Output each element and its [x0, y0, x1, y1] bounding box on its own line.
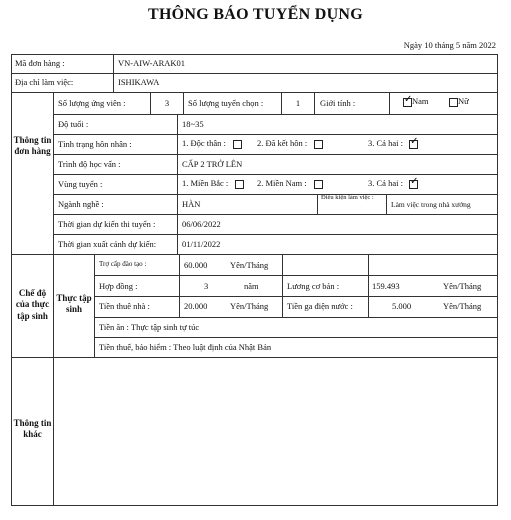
departure-date-label: Thời gian xuất cảnh dự kiến:: [58, 239, 157, 249]
gender-female-label: Nữ: [458, 96, 469, 106]
page-title: THÔNG BÁO TUYỂN DỤNG: [147, 6, 364, 23]
rent-value: 20.000: [184, 301, 208, 311]
checkbox-icon[interactable]: [314, 180, 323, 189]
checkbox-icon[interactable]: [233, 140, 242, 149]
selected-count-value: 1: [295, 98, 301, 108]
work-condition-value: Làm việc trong nhà xưởng: [391, 200, 471, 209]
selected-count-label: Số lượng tuyển chọn :: [188, 98, 264, 108]
education-label: Trình độ học vấn :: [58, 159, 121, 169]
gender-male-option[interactable]: [403, 97, 429, 107]
intern-sub-label: Thực tập sinh: [56, 293, 92, 315]
marital-single-label: 1. Độc thân :: [182, 138, 226, 148]
work-condition-label: Điều kiện làm việc :: [321, 194, 374, 201]
gender-female-option[interactable]: [449, 97, 469, 107]
contract-value: 3: [204, 281, 209, 291]
gender-label: Giới tính :: [320, 98, 356, 108]
base-salary-unit: Yên/Tháng: [443, 281, 482, 291]
other-info-area[interactable]: [54, 358, 497, 505]
applicants-value: 3: [164, 98, 170, 108]
training-allowance-unit: Yên/Tháng: [230, 260, 269, 270]
age-label: Độ tuổi :: [58, 119, 89, 129]
checkbox-icon[interactable]: [449, 98, 458, 107]
utilities-unit: Yên/Tháng: [443, 301, 482, 311]
region-label: Vùng tuyển :: [58, 179, 103, 189]
checked-box-icon[interactable]: [409, 140, 418, 149]
rent-unit: Yên/Tháng: [230, 301, 269, 311]
region-south-option[interactable]: [257, 179, 323, 189]
training-allowance-label: Trợ cấp đào tạo :: [99, 260, 147, 268]
other-info-section-label: Thông tin khác: [13, 418, 52, 440]
base-salary-label: Lương cơ bản :: [287, 281, 340, 291]
industry-value: HÀN: [182, 199, 201, 209]
marital-both-label: 3. Cả hai :: [368, 138, 403, 148]
region-north-option[interactable]: [182, 179, 244, 189]
industry-label: Ngành nghề :: [58, 199, 104, 209]
order-code-value: VN-AIW-ARAK01: [118, 58, 186, 68]
age-value: 18~35: [182, 119, 204, 129]
marital-married-label: 2. Đã kết hôn :: [257, 138, 308, 148]
region-north-label: 1. Miền Bắc :: [182, 178, 229, 188]
checked-box-icon[interactable]: [403, 98, 412, 107]
education-value: CẤP 2 TRỞ LÊN: [182, 159, 243, 169]
marital-married-option[interactable]: [257, 139, 323, 149]
applicants-label: Số lượng ứng viên :: [58, 98, 126, 108]
base-salary-value: 159.493: [372, 281, 400, 291]
meals-info: Tiền ăn : Thực tập sinh tự túc: [99, 322, 200, 332]
contract-unit: năm: [244, 281, 259, 291]
marital-status-label: Tình trạng hôn nhân :: [58, 139, 132, 149]
work-location-value: ISHIKAWA: [118, 77, 160, 87]
exam-date-label: Thời gian dự kiến thi tuyển :: [58, 219, 156, 229]
departure-date-value: 01/11/2022: [182, 239, 221, 249]
contract-label: Hợp đồng :: [99, 281, 138, 291]
intern-section-label: Chế độ của thực tập sinh: [15, 288, 50, 321]
training-allowance-value: 60.000: [184, 260, 208, 270]
utilities-value: 5.000: [392, 301, 412, 311]
exam-date-value: 06/06/2022: [182, 219, 221, 229]
utilities-label: Tiền ga điện nước :: [287, 301, 353, 311]
checkbox-icon[interactable]: [314, 140, 323, 149]
checked-box-icon[interactable]: [409, 180, 418, 189]
marital-both-option[interactable]: [368, 139, 418, 149]
rent-label: Tiền thuê nhà :: [99, 301, 150, 311]
order-code-label: Mã đơn hàng :: [15, 58, 65, 68]
tax-insurance-info: Tiền thuế, bảo hiểm : Theo luật định của Nhật Bản: [99, 342, 272, 352]
marital-single-option[interactable]: [182, 139, 242, 149]
gender-male-label: Nam: [412, 96, 429, 106]
region-south-label: 2. Miền Nam :: [257, 178, 307, 188]
order-info-section-label: Thông tin đơn hàng: [13, 135, 52, 157]
document-date: Ngày 10 tháng 5 năm 2022: [403, 40, 496, 50]
checkbox-icon[interactable]: [235, 180, 244, 189]
region-both-label: 3. Cả hai :: [368, 178, 403, 188]
region-both-option[interactable]: [368, 179, 418, 189]
work-location-label: Địa chỉ làm việc:: [15, 77, 74, 87]
